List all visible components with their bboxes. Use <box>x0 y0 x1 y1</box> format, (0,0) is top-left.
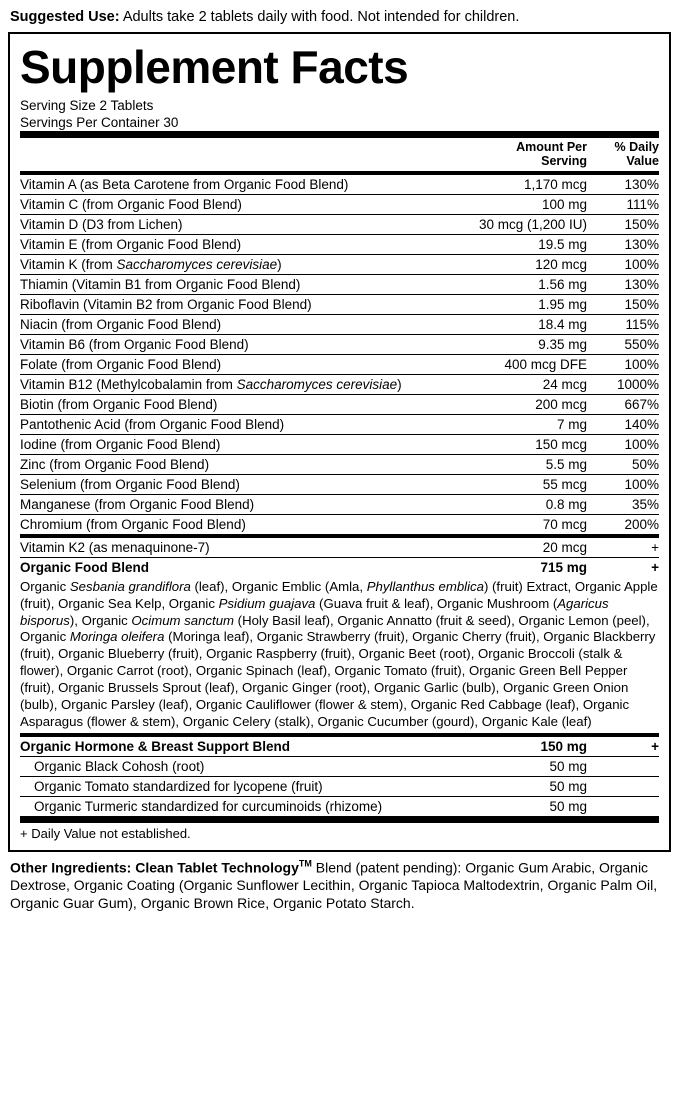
header-blank <box>20 138 437 173</box>
row-daily-value: 130% <box>597 274 659 294</box>
table-row <box>20 374 659 394</box>
facts-table <box>20 131 659 823</box>
header-amount-per-serving: Amount Per Serving <box>516 140 587 169</box>
row-daily-value: 100% <box>597 254 659 274</box>
table-row <box>20 214 659 234</box>
row-name: Vitamin C (from Organic Food Blend) <box>20 194 437 214</box>
row-daily-value <box>597 756 659 776</box>
row-amount: 400 mcg DFE <box>437 354 597 374</box>
row-amount: 20 mcg <box>542 539 587 555</box>
table-row <box>20 194 659 214</box>
row-name: Vitamin B12 (Methylcobalamin from Saccharomyces cerevisiae) <box>20 374 437 394</box>
row-daily-value <box>597 796 659 819</box>
row-amount: 50 mg <box>437 756 597 776</box>
row-amount: 9.35 mg <box>437 334 597 354</box>
table-row <box>20 494 659 514</box>
row-daily-value: 100% <box>597 434 659 454</box>
row-daily-value: 1000% <box>597 374 659 394</box>
row-daily-value: + <box>651 539 659 555</box>
table-row <box>20 254 659 274</box>
supplement-facts-panel <box>8 32 671 852</box>
row-amount: 30 mcg (1,200 IU) <box>437 214 597 234</box>
row-name: Selenium (from Organic Food Blend) <box>20 474 437 494</box>
table-row <box>20 414 659 434</box>
table-row <box>20 538 659 558</box>
row-name: Folate (from Organic Food Blend) <box>20 354 437 374</box>
row-amount: 50 mg <box>437 796 597 819</box>
table-header-row <box>20 138 659 173</box>
row-name: Niacin (from Organic Food Blend) <box>20 314 437 334</box>
table-row <box>20 334 659 354</box>
table-row <box>20 776 659 796</box>
row-name: Pantothenic Acid (from Organic Food Blend) <box>20 414 437 434</box>
panel-title: Supplement Facts <box>20 41 409 94</box>
suggested-use-text: Adults take 2 tablets daily with food. Not intended for children. <box>119 9 520 25</box>
other-ingredients-text: Blend (patent pending): Organic Gum Arabic, Organic Dextrose, Organic Coating (Organic Sunflower Lecithin, Organic Tapioca Maltodextrin, Organic Palm Oil, Organic Guar Gum), Organic Brown Rice, Organic Potato Starch. <box>10 859 658 911</box>
row-amount: 50 mg <box>437 776 597 796</box>
row-daily-value: + <box>651 559 659 575</box>
row-amount: 7 mg <box>437 414 597 434</box>
row-name: Zinc (from Organic Food Blend) <box>20 454 437 474</box>
row-amount: 70 mcg <box>437 514 597 536</box>
row-name: Vitamin A (as Beta Carotene from Organic Food Blend) <box>20 176 349 192</box>
row-daily-value <box>597 776 659 796</box>
row-daily-value: 130% <box>597 234 659 254</box>
header-daily-value: % Daily Value <box>614 140 659 169</box>
row-daily-value: 115% <box>597 314 659 334</box>
row-daily-value: 111% <box>597 194 659 214</box>
row-name: Organic Black Cohosh (root) <box>20 756 437 776</box>
table-row <box>20 175 659 195</box>
trademark-symbol: TM <box>298 858 312 869</box>
row-name: Biotin (from Organic Food Blend) <box>20 394 437 414</box>
row-name: Vitamin K2 (as menaquinone-7) <box>20 539 210 555</box>
row-daily-value: 100% <box>597 474 659 494</box>
other-ingredients <box>10 859 669 913</box>
serving-size: Serving Size 2 Tablets <box>20 98 154 114</box>
row-name: Manganese (from Organic Food Blend) <box>20 494 437 514</box>
row-daily-value: 140% <box>597 414 659 434</box>
suggested-use-label: Suggested Use: <box>10 9 120 25</box>
brand-name: Clean Tablet Technology <box>131 859 299 876</box>
row-amount: 0.8 mg <box>437 494 597 514</box>
row-amount: 5.5 mg <box>437 454 597 474</box>
table-row <box>20 454 659 474</box>
table-row <box>20 274 659 294</box>
row-daily-value: 130% <box>624 176 659 192</box>
table-row <box>20 294 659 314</box>
servings-per-container: Servings Per Container 30 <box>20 114 179 130</box>
row-amount: 1.95 mg <box>437 294 597 314</box>
row-name: Organic Turmeric standardized for curcuminoids (rhizome) <box>20 796 437 819</box>
table-row <box>20 394 659 414</box>
table-row <box>20 314 659 334</box>
row-name: Thiamin (Vitamin B1 from Organic Food Blend) <box>20 274 437 294</box>
row-amount: 715 mg <box>540 559 587 575</box>
row-name: Chromium (from Organic Food Blend) <box>20 514 437 536</box>
row-amount: 150 mcg <box>437 434 597 454</box>
row-daily-value: 150% <box>597 294 659 314</box>
row-daily-value: + <box>651 738 659 754</box>
table-row <box>20 234 659 254</box>
row-amount: 24 mcg <box>437 374 597 394</box>
table-row <box>20 737 659 757</box>
row-name: Iodine (from Organic Food Blend) <box>20 434 437 454</box>
other-ingredients-label: Other Ingredients: <box>10 859 132 876</box>
table-row <box>20 434 659 454</box>
row-amount: 100 mg <box>437 194 597 214</box>
row-name: Organic Food Blend <box>20 559 150 575</box>
row-daily-value: 667% <box>597 394 659 414</box>
row-daily-value: 50% <box>597 454 659 474</box>
row-name: Vitamin K (from Saccharomyces cerevisiae) <box>20 254 437 274</box>
row-amount: 1.56 mg <box>437 274 597 294</box>
row-name: Vitamin D (D3 from Lichen) <box>20 214 437 234</box>
row-amount: 150 mg <box>540 738 587 754</box>
table-row <box>20 514 659 536</box>
row-amount: 18.4 mg <box>437 314 597 334</box>
row-name: Vitamin B6 (from Organic Food Blend) <box>20 334 437 354</box>
row-amount: 55 mcg <box>437 474 597 494</box>
row-amount: 200 mcg <box>437 394 597 414</box>
row-name: Organic Tomato standardized for lycopene (fruit) <box>20 776 437 796</box>
row-daily-value: 150% <box>597 214 659 234</box>
daily-value-footnote: + Daily Value not established. <box>20 825 191 841</box>
row-amount: 120 mcg <box>437 254 597 274</box>
row-name: Vitamin E (from Organic Food Blend) <box>20 234 437 254</box>
row-daily-value: 200% <box>597 514 659 536</box>
row-name: Organic Hormone & Breast Support Blend <box>20 738 291 754</box>
row-daily-value: 550% <box>597 334 659 354</box>
table-row <box>20 756 659 776</box>
row-daily-value: 35% <box>597 494 659 514</box>
row-name: Riboflavin (Vitamin B2 from Organic Food Blend) <box>20 294 437 314</box>
table-row <box>20 354 659 374</box>
table-row <box>20 474 659 494</box>
organic-food-blend-description: Organic Sesbania grandiflora (leaf), Organic Emblic (Amla, Phyllanthus emblica) (fruit) Extract, Organic Apple (fruit), Organic Sea Kelp, Organic Psidium guajava (Guava fruit & leaf), Organic Mushroom (Agaricus bisporus), Organic Ocimum sanctum (Holy Basil leaf), Organic Annatto (fruit & seed), Organic Lemon (peel), Organic Moringa oleifera (Moringa leaf), Organic Strawberry (fruit), Organic Cherry (fruit), Organic Blackberry (fruit), Organic Blueberry (fruit), Organic Raspberry (fruit), Organic Beet (root), Organic Broccoli (stalk & flower), Organic Carrot (root), Organic Spinach (leaf), Organic Tomato (fruit), Organic Green Bell Pepper (fruit), Organic Brussels Sprout (leaf), Organic Ginger (root), Organic Garlic (bulb), Organic Green Onion (bulb), Organic Parsley (leaf), Organic Cauliflower (flower & stem), Organic Red Cabbage (leaf), Organic Asparagus (flower & stem), Organic Celery (stalk), Organic Cucumber (gourd), Organic Kale (leaf) <box>20 578 658 729</box>
table-row <box>20 796 659 819</box>
row-amount: 1,170 mcg <box>523 176 587 192</box>
row-daily-value: 100% <box>597 354 659 374</box>
table-row <box>20 558 659 577</box>
row-amount: 19.5 mg <box>437 234 597 254</box>
blend-description-row <box>20 577 659 735</box>
suggested-use-line <box>10 8 671 26</box>
